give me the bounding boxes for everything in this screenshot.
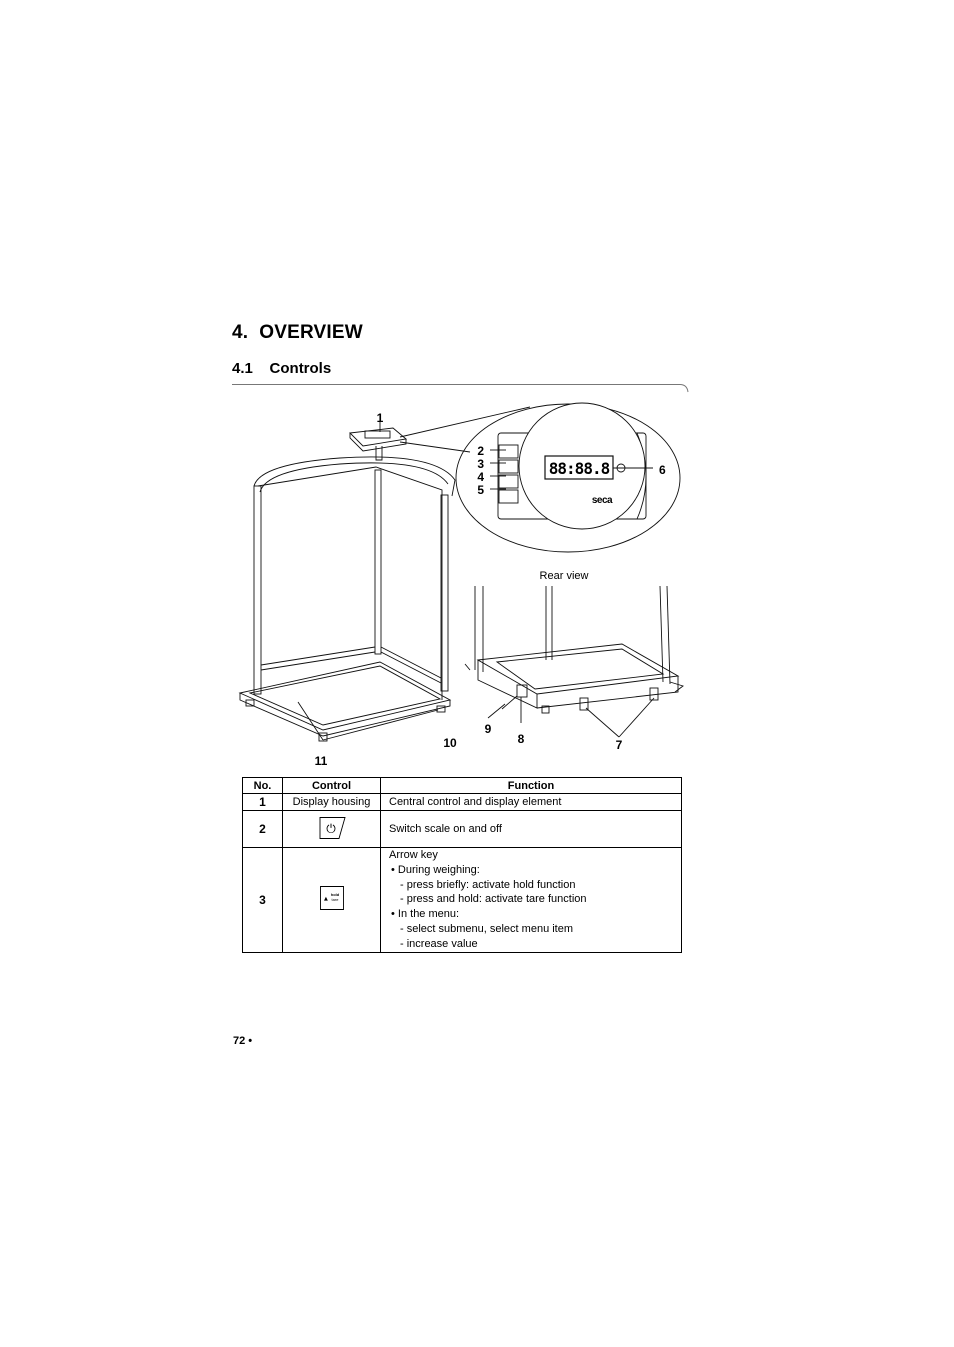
subsection-title xyxy=(232,360,331,377)
callout-7: 7 xyxy=(615,738,623,752)
row-control xyxy=(283,811,381,848)
callout-2: 2 xyxy=(477,444,484,458)
row-control: Display housing xyxy=(283,794,381,811)
header-no: No. xyxy=(243,778,283,794)
seca-logo: seca xyxy=(591,495,613,506)
function-line: Arrow key xyxy=(389,849,438,861)
callout-4: 4 xyxy=(477,470,484,484)
arrow-up-icon: ▲ xyxy=(323,896,328,903)
row-number: 2 xyxy=(243,811,283,848)
callout-1: 1 xyxy=(376,411,384,425)
callout-6: 6 xyxy=(659,463,666,477)
power-icon xyxy=(317,816,347,840)
row-function xyxy=(381,848,682,953)
function-line: - select submenu, select menu item xyxy=(400,922,574,935)
section-title-text: OVERVIEW xyxy=(259,322,363,343)
hold-label: hold xyxy=(330,892,339,898)
tare-label: tare xyxy=(331,897,338,903)
table-header-row xyxy=(243,778,682,794)
row-control xyxy=(283,848,381,953)
arrow-hold-tare-key-icon xyxy=(319,885,345,911)
header-function: Function xyxy=(381,778,682,794)
row-function xyxy=(381,811,682,848)
callout-9: 9 xyxy=(484,722,492,736)
power-symbol: ⏻ xyxy=(325,821,336,835)
section-number: 4. xyxy=(232,322,249,343)
function-line: Switch scale on and off xyxy=(389,822,502,835)
callout-5: 5 xyxy=(477,483,484,497)
scale-front-view xyxy=(240,407,530,741)
function-line: - press briefly: activate hold function xyxy=(400,878,576,891)
function-line: - press and hold: activate tare function xyxy=(400,893,587,906)
subsection-title-text: Controls xyxy=(269,360,332,377)
function-line: • During weighing: xyxy=(391,863,480,876)
table-row xyxy=(243,848,682,953)
display-readout: 88:88.8 xyxy=(548,459,610,478)
section-divider xyxy=(232,383,692,397)
callout-8: 8 xyxy=(517,732,525,746)
row-number: 1 xyxy=(243,794,283,811)
header-control: Control xyxy=(283,778,381,794)
row-function xyxy=(381,794,682,811)
table-row xyxy=(243,794,682,811)
scale-rear-view xyxy=(465,586,683,737)
function-line: Central control and display element xyxy=(389,795,562,808)
subsection-number: 4.1 xyxy=(232,360,253,377)
rear-view-label: Rear view xyxy=(539,570,589,582)
table-row xyxy=(243,811,682,848)
row-number: 3 xyxy=(243,848,283,953)
function-line: • In the menu: xyxy=(391,908,460,921)
scale-overview-figure xyxy=(230,400,690,772)
callout-10: 10 xyxy=(443,736,457,750)
controls-table xyxy=(242,777,682,953)
page-number: 72 • xyxy=(233,1035,253,1047)
function-line: - increase value xyxy=(400,937,478,950)
section-title xyxy=(232,322,363,344)
callout-3: 3 xyxy=(477,457,484,471)
callout-11: 11 xyxy=(314,754,328,768)
